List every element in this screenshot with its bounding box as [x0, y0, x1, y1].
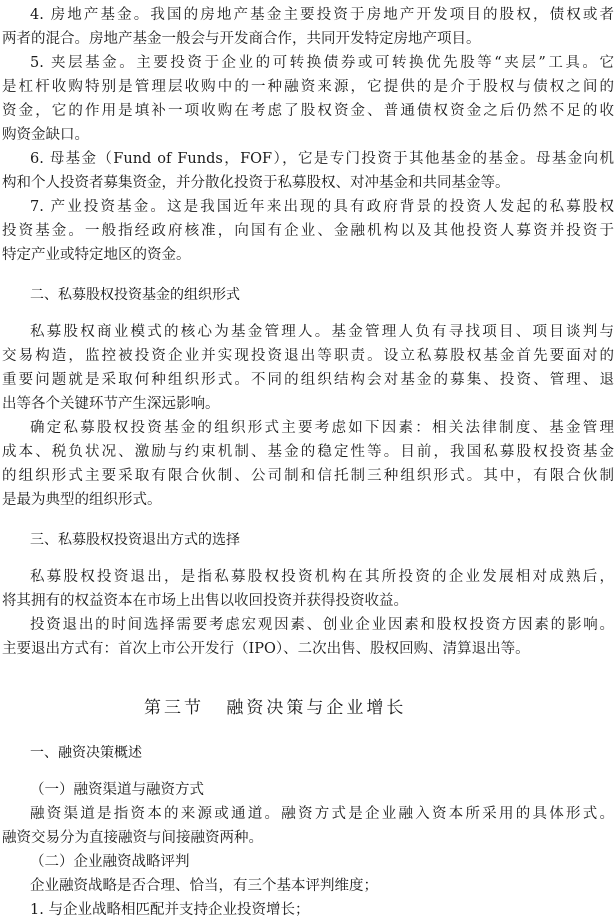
- paragraph: [2, 802, 614, 850]
- text-line: 两者的混合。房地产基金一般会与开发商合作，共同开发特定房地产项目。: [2, 31, 481, 47]
- organization-form-body: [2, 320, 614, 512]
- section-heading-financing-overview: 一、融资决策概述: [30, 745, 142, 761]
- text-line: 出等各个关键环节产生深远影响。: [2, 396, 220, 412]
- text-line: 确定私募股权投资基金的组织形式主要考虑如下因素：相关法律制度、基金管理: [30, 420, 614, 436]
- paragraph: [2, 416, 614, 512]
- text-line: 投资基金。一般指经政府核准，向国有企业、金融机构以及其他投资人募资并投资于: [2, 223, 614, 239]
- paragraph: [2, 3, 614, 51]
- paragraph: [2, 613, 614, 661]
- subheading-strategy-evaluation: （二）企业融资战略评判: [30, 854, 190, 870]
- text-line: 是杠杆收购特别是管理层收购中的一种融资来源，它提供的是介于股权与债权之间的: [2, 79, 614, 95]
- text-line: 构和个人投资者募集资金，并分散化投资于私募股权、对冲基金和共同基金等。: [2, 175, 510, 191]
- text-line: 4. 房地产基金。我国的房地产基金主要投资于房地产开发项目的股权，债权或者: [30, 7, 614, 23]
- text-line: 5. 夹层基金。主要投资于企业的可转换债券或可转换优先股等“夹层”工具。它: [30, 55, 614, 71]
- text-line: 是最为典型的组织形式。: [2, 492, 162, 508]
- text-line: 成本、税负状况、激励与约束机制、基金的稳定性等。目前，我国私募股权投资基金: [2, 444, 614, 460]
- text-line: 特定产业或特定地区的资金。: [2, 247, 191, 263]
- chapter-section-title: 第三节 融资决策与企业增长: [144, 698, 407, 718]
- text-line: 1. 与企业战略相匹配并支持企业投资增长；: [30, 902, 310, 918]
- text-line: 企业融资战略是否合理、恰当，有三个基本评判维度；: [30, 878, 378, 894]
- text-line: 私募股权商业模式的核心为基金管理人。基金管理人负有寻找项目、项目谈判与: [30, 324, 614, 340]
- subheading-channels-methods: （一）融资渠道与融资方式: [30, 782, 204, 798]
- section-heading-organization-form: 二、私募股权投资基金的组织形式: [30, 287, 240, 303]
- text-line: 的组织形式主要采取有限合伙制、公司制和信托制三种组织形式。其中，有限合伙制: [2, 468, 614, 484]
- section-heading-exit-methods: 三、私募股权投资退出方式的选择: [30, 532, 240, 548]
- text-line: 购资金缺口。: [2, 127, 89, 143]
- text-line: 6. 母基金（Fund of Funds，FOF），它是专门投资于其他基金的基金。母基金向机: [30, 151, 614, 167]
- text-line: 主要退出方式有：首次上市公开发行（IPO）、二次出售、股权回购、清算退出等。: [2, 641, 530, 657]
- fund-types-list: [2, 3, 614, 267]
- text-line: 投资退出的时间选择需要考虑宏观因素、创业企业因素和股权投资方因素的影响。: [30, 617, 614, 633]
- channels-methods-body: [2, 802, 614, 850]
- text-line: 融资交易分为直接融资与间接融资两种。: [2, 830, 263, 846]
- paragraph: [2, 320, 614, 416]
- paragraph: [2, 51, 614, 147]
- text-line: 私募股权投资退出，是指私募股权投资机构在其所投资的企业发展相对成熟后，: [30, 569, 614, 585]
- text-line: 重要问题就是采取何种组织形式。不同的组织结构会对基金的募集、投资、管理、退: [2, 372, 614, 388]
- paragraph: [2, 898, 614, 922]
- text-line: 资金，它的作用是填补一项收购在考虑了股权资金、普通债权资金之后仍然不足的收: [2, 103, 614, 119]
- paragraph: [2, 195, 614, 267]
- paragraph: [2, 874, 614, 898]
- paragraph: [2, 565, 614, 613]
- text-line: 交易构造，监控被投资企业并实现投资退出等职责。设立私募股权基金首先要面对的: [2, 348, 614, 364]
- text-line: 融资渠道是指资本的来源或通道。融资方式是企业融入资本所采用的具体形式。: [30, 806, 614, 822]
- text-line: 将其拥有的权益资本在市场上出售以收回投资并获得投资收益。: [2, 593, 408, 609]
- paragraph: [2, 147, 614, 195]
- exit-methods-body: [2, 565, 614, 661]
- document-page: [2, 3, 614, 922]
- strategy-evaluation-body: [2, 874, 614, 922]
- text-line: 7. 产业投资基金。这是我国近年来出现的具有政府背景的投资人发起的私募股权: [30, 199, 614, 215]
